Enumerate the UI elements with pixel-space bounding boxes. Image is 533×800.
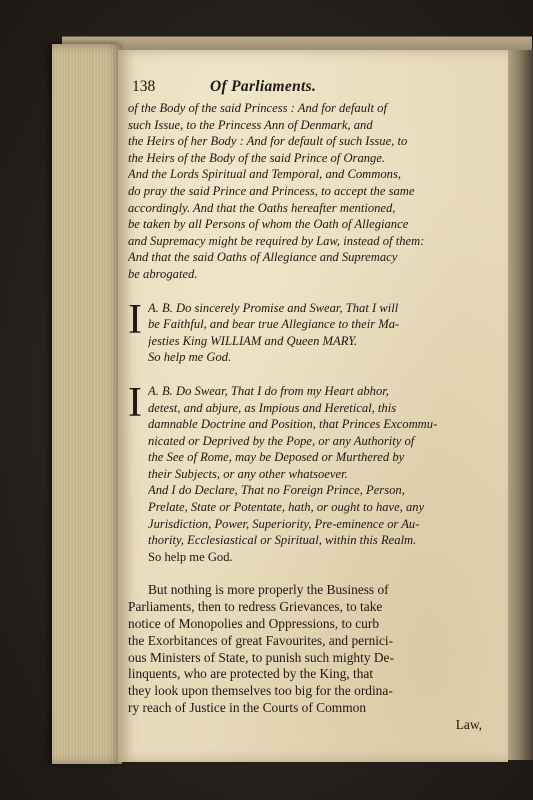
- text-line: And the Lords Spiritual and Temporal, and Commons,: [128, 167, 402, 182]
- text-line: the Exorbitances of great Favourites, and pernici-: [128, 632, 394, 648]
- text-line: nicated or Deprived by the Pope, or any Authority of: [148, 433, 415, 448]
- text-line: notice of Monopolies and Oppressions, to curb: [128, 616, 380, 632]
- drop-cap: I: [128, 296, 142, 343]
- text-line: Parliaments, then to redress Grievances, to take: [128, 599, 383, 615]
- text-line: be abrogated.: [128, 266, 198, 281]
- text-line: ry reach of Justice in the Courts of Common: [128, 700, 367, 716]
- text-line: the Heirs of her Body : And for default of such Issue, to: [128, 134, 408, 149]
- text-line: the Heirs of the Body of the said Prince of Orange.: [128, 150, 386, 165]
- text-line: A. B. Do sincerely Promise and Swear, That I will: [148, 300, 399, 315]
- text-line: damnable Doctrine and Position, that Princes Excommu-: [148, 417, 438, 432]
- text-line: accordingly. And that the Oaths hereafter mentioned,: [128, 200, 396, 215]
- text-line: the See of Rome, may be Deposed or Murthered by: [148, 450, 405, 465]
- book-page: [118, 50, 508, 762]
- oath-of-allegiance: [128, 296, 500, 366]
- page-header: [132, 78, 500, 100]
- text-line: they look upon themselves too big for the ordina-: [128, 683, 393, 699]
- page-number: 138: [132, 78, 156, 95]
- text-line: such Issue, to the Princess Ann of Denmark, and: [128, 117, 373, 132]
- oath-of-supremacy: [128, 379, 500, 566]
- declaration-paragraph: [128, 100, 500, 283]
- text-line: do pray the said Prince and Princess, to accept the same: [128, 183, 415, 198]
- text-line: be Faithful, and bear true Allegiance to their Ma-: [148, 317, 400, 332]
- text-line: ous Ministers of State, to punish such mighty De-: [128, 649, 394, 665]
- page-block-edge: [52, 44, 122, 764]
- text-line: and Supremacy might be required by Law, instead of them:: [128, 233, 425, 248]
- text-line: A. B. Do Swear, That I do from my Heart abhor,: [148, 383, 389, 398]
- text-line: of the Body of the said Princess : And for default of: [128, 101, 387, 115]
- text-line: But nothing is more properly the Business of: [148, 582, 389, 598]
- text-line: And that the said Oaths of Allegiance and Supremacy: [128, 250, 398, 265]
- text-line: Jurisdiction, Power, Superiority, Pre-eminence or Au-: [148, 516, 420, 531]
- grievances-paragraph: [128, 582, 500, 733]
- drop-cap: I: [128, 379, 142, 426]
- page-text: [128, 78, 500, 734]
- text-line: And I do Declare, That no Foreign Prince, Person,: [148, 483, 405, 498]
- text-line: detest, and abjure, as Impious and Heretical, this: [148, 400, 397, 415]
- running-head: Of Parliaments.: [210, 78, 317, 95]
- text-line: thority, Ecclesiastical or Spiritual, within this Realm.: [148, 533, 417, 548]
- text-line: So help me God.: [148, 350, 232, 365]
- text-line: be taken by all Persons of whom the Oath of Allegiance: [128, 217, 409, 232]
- text-line: Prelate, State or Potentate, hath, or ought to have, any: [148, 500, 425, 515]
- text-line: their Subjects, or any other whatsoever.: [148, 466, 348, 481]
- text-line: linquents, who are protected by the King, that: [128, 666, 374, 682]
- text-line: jesties King WILLIAM and Queen MARY.: [148, 333, 358, 348]
- text-line: So help me God.: [148, 549, 233, 564]
- catchword: Law,: [455, 716, 482, 732]
